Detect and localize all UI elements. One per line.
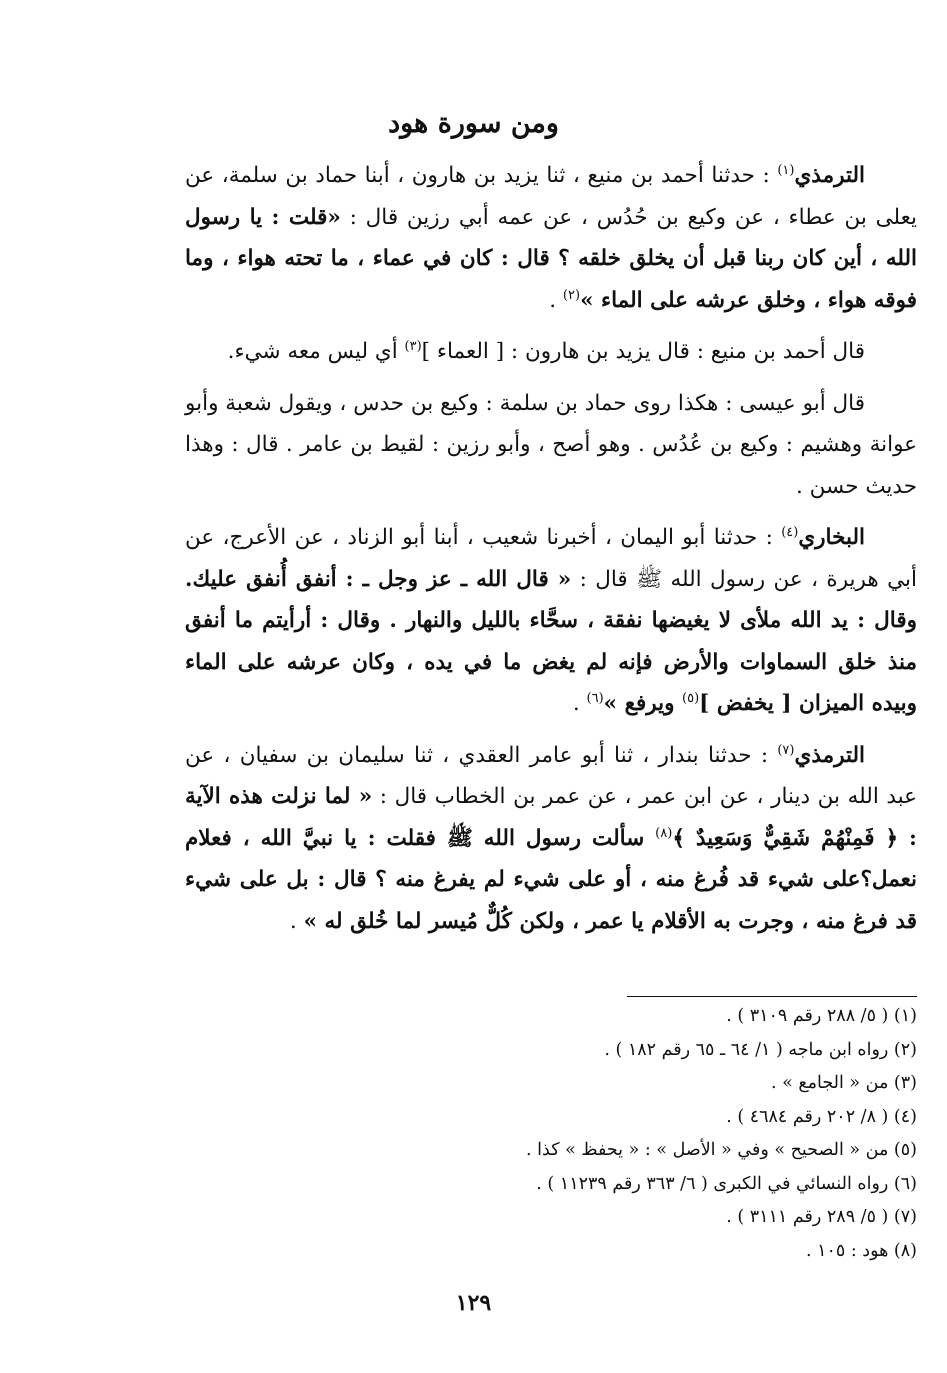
footnote-ref[interactable]: (٦) bbox=[586, 690, 604, 706]
main-text bbox=[185, 155, 917, 942]
footnote-2: (٢) رواه ابن ماجه ( ١/ ٦٤ ـ ٦٥ رقم ١٨٢ ) . bbox=[604, 1039, 917, 1060]
isnad-text: : حدثنا أبو اليمان ، أخبرنا شعيب ، أبنا أبو الزناد ، عن الأعرج، عن أبي هريرة ، عن رسول الله ﷺ قال : bbox=[185, 525, 918, 592]
hadith-entry-2 bbox=[185, 517, 917, 725]
footnote-4: (٤) ( ٨/ ٢٠٢ رقم ٤٦٨٤ ) . bbox=[726, 1106, 917, 1127]
commentary-text: قال أبو عيسى : هكذا روى حماد بن سلمة : وكيع بن حدس ، ويقول شعبة وأبو عوانة وهشيم : وكيع بن عُدُس . وهو أصح ، وأبو رزين : لقيط بن عامر . قال : وهذا حديث حسن . bbox=[185, 390, 918, 499]
hadith-entry-3 bbox=[185, 735, 917, 943]
hadith-text: « قال الله ـ عز وجل ـ : أنفق أُنفق عليك. وقال : يد الله ملأى لا يغيضها نفقة ، سحَّاء بالليل والنهار . وقال : أرأيتم ما أنفق منذ خلق السماوات والأرض فإنه لم يغض ما في يده ، وكان عرشه على الماء وبيده الميزان [ يخفض ] bbox=[185, 566, 917, 716]
footnote-ref[interactable]: (٣) bbox=[404, 338, 422, 354]
hadith-text: ويرفع » bbox=[603, 691, 683, 716]
footnote-ref[interactable]: (١) bbox=[777, 162, 795, 178]
hadith-entry-1 bbox=[185, 155, 917, 321]
commentary-2 bbox=[185, 383, 917, 508]
period: . bbox=[549, 287, 563, 313]
page-number: ١٢٩ bbox=[455, 1290, 492, 1316]
footnote-3: (٣) من « الجامع » . bbox=[770, 1073, 917, 1093]
source-name: البخاري bbox=[798, 525, 865, 550]
footnote-8: (٨) هود : ١٠٥ . bbox=[805, 1240, 917, 1261]
footnote-6: (٦) رواه النسائي في الكبرى ( ٦/ ٣٦٣ رقم ١١٢٣٩ ) . bbox=[536, 1173, 917, 1194]
footnote-ref[interactable]: (٨) bbox=[655, 825, 673, 841]
section-title: ومن سورة هود bbox=[388, 108, 559, 139]
footnote-ref[interactable]: (٢) bbox=[562, 287, 581, 303]
commentary-1 bbox=[185, 331, 917, 373]
commentary-text: قال أحمد بن منيع : قال يزيد بن هارون : [ العماء ] bbox=[421, 339, 865, 364]
hadith-text: «قلت : يا رسول الله ، أين كان ربنا قبل أن يخلق خلقه ؟ قال : كان في عماء ، ما تحته هواء ، وما فوقه هواء ، وخلق عرشه على الماء » bbox=[185, 204, 917, 313]
footnote-ref[interactable]: (٧) bbox=[777, 742, 795, 758]
source-name: الترمذي bbox=[794, 742, 865, 768]
footnote-1: (١) ( ٥/ ٢٨٨ رقم ٣١٠٩ ) . bbox=[726, 1006, 917, 1026]
isnad-text: : حدثنا أحمد بن منيع ، ثنا يزيد بن هارون ، أبنا حماد بن سلمة، عن يعلى بن عطاء ، عن وكيع بن حُدُس ، عن عمه أبي رزين قال : bbox=[185, 163, 917, 230]
footnote-separator bbox=[627, 996, 917, 997]
footnote-5: (٥) من « الصحيح » وفي « الأصل » : « يحفظ » كذا . bbox=[526, 1140, 917, 1160]
source-name: الترمذي bbox=[794, 163, 865, 188]
hadith-text: « لما نزلت هذه الآية : ﴿ فَمِنْهُمْ شَقِيٌّ وَسَعِيدٌ ﴾ bbox=[185, 784, 917, 851]
footnote-ref[interactable]: (٥) bbox=[682, 690, 700, 706]
period: . bbox=[289, 908, 304, 934]
period: . bbox=[572, 691, 587, 716]
footnote-7: (٧) ( ٥/ ٢٨٩ رقم ٣١١١ ) . bbox=[726, 1207, 917, 1227]
footnote-ref[interactable]: (٤) bbox=[781, 524, 799, 540]
isnad-text: : حدثنا بندار ، ثنا أبو عامر العقدي ، ثنا سليمان بن سفيان ، عن عبد الله بن دينار ، عن ابن عمر ، عن عمر بن الخطاب قال : bbox=[185, 742, 917, 809]
commentary-text: أي ليس معه شيء. bbox=[227, 339, 405, 364]
footnotes bbox=[185, 1000, 917, 1268]
hadith-text: سألت رسول الله ﷺ فقلت : يا نبيَّ الله ، فعلام نعمل؟على شيء قد فُرغ منه ، أو على شيء لم يفرغ منه ؟ قال : بل على شيء قد فرغ منه ، وجرت به الأقلام يا عمر ، ولكن كُلٌّ مُيسر لما خُلق له » bbox=[185, 825, 917, 934]
